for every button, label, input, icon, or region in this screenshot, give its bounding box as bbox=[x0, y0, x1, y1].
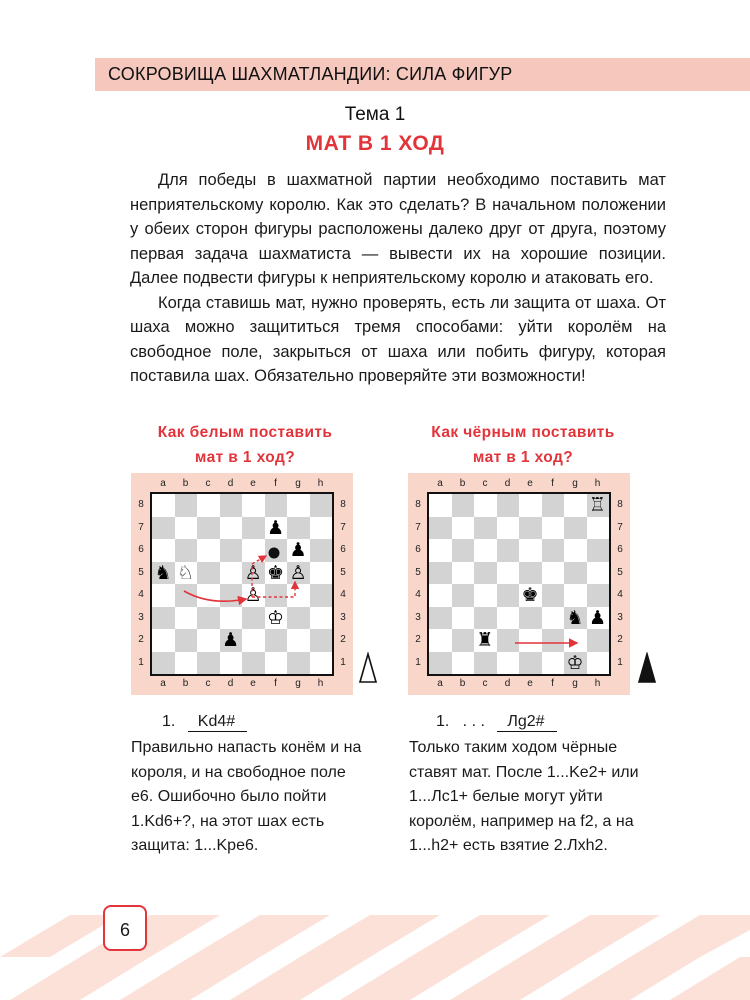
puzzle-2-move-number: 1. . . . bbox=[436, 713, 485, 730]
rank-label: 4 bbox=[617, 589, 623, 600]
file-label: a bbox=[437, 678, 443, 689]
rank-label: 6 bbox=[138, 544, 144, 555]
chess-piece-g6: ♟ bbox=[289, 539, 307, 561]
rank-label: 1 bbox=[415, 656, 421, 668]
file-label: g bbox=[572, 678, 578, 689]
file-label: a bbox=[437, 478, 443, 489]
puzzle-1-move-number: 1. bbox=[162, 713, 176, 730]
file-label: e bbox=[527, 678, 533, 689]
solution-arrow bbox=[184, 591, 246, 601]
chess-piece-b5: ♘ bbox=[176, 561, 195, 584]
file-label: c bbox=[205, 678, 211, 689]
chess-piece-g3: ♞ bbox=[566, 606, 584, 629]
puzzle-1-explanation: Правильно напасть конём и на короля, и на свободное поле e6. Ошибочно было пойти 1.Kd6+?, на этот шах есть защита: 1...Kpe6. bbox=[131, 739, 362, 854]
topic-label: Тема 1 bbox=[344, 104, 406, 125]
puzzle-2-prompt-line1: Как чёрным поставить bbox=[431, 424, 615, 441]
file-label: f bbox=[551, 678, 554, 689]
file-label: d bbox=[504, 678, 511, 689]
rank-label: 7 bbox=[617, 521, 623, 533]
rank-label: 1 bbox=[340, 656, 346, 668]
file-label: g bbox=[572, 478, 578, 489]
rank-label: 5 bbox=[340, 566, 346, 578]
topic-title: МАТ В 1 ХОД bbox=[305, 132, 445, 155]
chess-piece-g1: ♔ bbox=[566, 651, 584, 674]
puzzle-1-prompt-line1: Как белым поставить bbox=[157, 424, 333, 441]
file-label: b bbox=[182, 478, 189, 489]
puzzle-1-solution bbox=[162, 713, 247, 732]
file-label: d bbox=[227, 678, 234, 689]
rank-label: 5 bbox=[138, 566, 144, 578]
rank-label: 2 bbox=[340, 634, 346, 645]
puzzle-2-prompt bbox=[398, 420, 648, 470]
chess-piece-d2: ♟ bbox=[221, 629, 240, 651]
rank-label: 2 bbox=[617, 634, 623, 645]
file-label: h bbox=[594, 478, 601, 489]
rank-label: 3 bbox=[617, 611, 623, 623]
puzzle-2-answer: Лg2# bbox=[497, 713, 556, 732]
chess-piece-f7: ♟ bbox=[266, 516, 285, 539]
chess-piece-h8: ♖ bbox=[588, 494, 607, 516]
puzzle-2-solution bbox=[436, 713, 557, 732]
file-label: f bbox=[274, 678, 277, 689]
puzzle-1-prompt bbox=[120, 420, 370, 470]
puzzle-2-move-arrows bbox=[427, 492, 611, 676]
rank-label: 4 bbox=[138, 589, 144, 600]
rank-label: 2 bbox=[415, 634, 421, 645]
rank-label: 6 bbox=[340, 544, 346, 555]
rank-label: 8 bbox=[340, 499, 346, 510]
chess-piece-f3: ♔ bbox=[266, 606, 285, 629]
file-label: g bbox=[295, 478, 301, 489]
chess-piece-f5: ♚ bbox=[266, 561, 285, 584]
rank-label: 8 bbox=[617, 499, 623, 510]
rank-label: 7 bbox=[415, 521, 421, 533]
puzzle-2-board-frame bbox=[408, 473, 630, 695]
rank-label: 5 bbox=[415, 566, 421, 578]
file-label: h bbox=[594, 678, 601, 689]
rank-label: 8 bbox=[415, 499, 421, 510]
rank-label: 4 bbox=[340, 589, 346, 600]
rank-label: 3 bbox=[138, 611, 144, 623]
attack-path-arrow bbox=[252, 582, 295, 597]
intro-paragraph: Для победы в шахматной партии необходимо поставить мат неприятельскому королю. Как это сделать? В начальном положении у обеих сторон фигуры расположены далеко друг от друга, поэтому первая задача шахматиста — вывести их на хорошие позиции. Далее подвести фигуры к неприятельскому королю и атаковать его. bbox=[130, 171, 666, 287]
chess-piece-g5: ♙ bbox=[289, 561, 307, 584]
rank-label: 5 bbox=[617, 566, 623, 578]
rank-label: 6 bbox=[415, 544, 421, 555]
page-header-title: СОКРОВИЩА ШАХМАТЛАНДИИ: СИЛА ФИГУР bbox=[108, 64, 513, 84]
chess-piece-e4: ♙ bbox=[244, 584, 262, 606]
rank-label: 6 bbox=[617, 544, 623, 555]
rank-label: 2 bbox=[138, 634, 144, 645]
attack-path-arrow bbox=[252, 556, 266, 597]
rank-label: 1 bbox=[138, 656, 144, 668]
file-label: h bbox=[317, 478, 324, 489]
rank-label: 4 bbox=[415, 589, 421, 600]
intro-text bbox=[130, 168, 666, 389]
intro-paragraph: Когда ставишь мат, нужно проверять, есть ли защита от шаха. От шаха можно защититься тремя способами: уйти королём на свободное поле, закрыться от шаха или побить фигуру, которая поставила шах. Обязательно проверяйте эти возможности! bbox=[130, 293, 666, 385]
puzzle-1-answer: Kd4# bbox=[188, 713, 247, 732]
file-label: f bbox=[274, 478, 277, 489]
rank-label: 3 bbox=[415, 611, 421, 623]
rank-label: 1 bbox=[617, 656, 623, 668]
file-label: b bbox=[459, 678, 466, 689]
chess-piece-a5: ♞ bbox=[154, 561, 172, 584]
target-square-dot bbox=[269, 548, 280, 559]
chess-piece-h3: ♟ bbox=[588, 606, 607, 629]
puzzle-1-board-frame bbox=[131, 473, 353, 695]
chess-piece-e4: ♚ bbox=[521, 584, 539, 606]
file-label: e bbox=[250, 478, 256, 489]
file-label: a bbox=[160, 478, 166, 489]
file-label: e bbox=[527, 478, 533, 489]
file-label: b bbox=[182, 678, 189, 689]
rank-label: 7 bbox=[138, 521, 144, 533]
file-label: d bbox=[227, 478, 234, 489]
rank-label: 7 bbox=[340, 521, 346, 533]
file-label: h bbox=[317, 678, 324, 689]
puzzle-2-prompt-line2: мат в 1 ход? bbox=[472, 449, 574, 466]
file-label: b bbox=[459, 478, 466, 489]
file-label: f bbox=[551, 478, 554, 489]
rank-label: 8 bbox=[138, 499, 144, 510]
page-number: 6 bbox=[103, 905, 147, 951]
file-label: e bbox=[250, 678, 256, 689]
white-to-move-icon bbox=[358, 652, 378, 684]
file-label: g bbox=[295, 678, 301, 689]
puzzle-1-move-arrows bbox=[150, 492, 334, 676]
file-label: d bbox=[504, 478, 511, 489]
puzzle-2-explanation: Только таким ходом чёрные ставят мат. После 1...Ke2+ или 1...Лc1+ белые могут уйти королём, например на f2, а на 1...h2+ есть взятие 2.Лxh2. bbox=[409, 739, 639, 854]
puzzle-1-prompt-line2: мат в 1 ход? bbox=[194, 449, 296, 466]
file-label: c bbox=[205, 478, 211, 489]
file-label: c bbox=[482, 678, 488, 689]
file-label: a bbox=[160, 678, 166, 689]
black-to-move-icon bbox=[637, 652, 657, 684]
rank-label: 3 bbox=[340, 611, 346, 623]
chess-piece-c2: ♜ bbox=[476, 629, 494, 651]
chess-piece-e5: ♙ bbox=[244, 561, 262, 584]
file-label: c bbox=[482, 478, 488, 489]
